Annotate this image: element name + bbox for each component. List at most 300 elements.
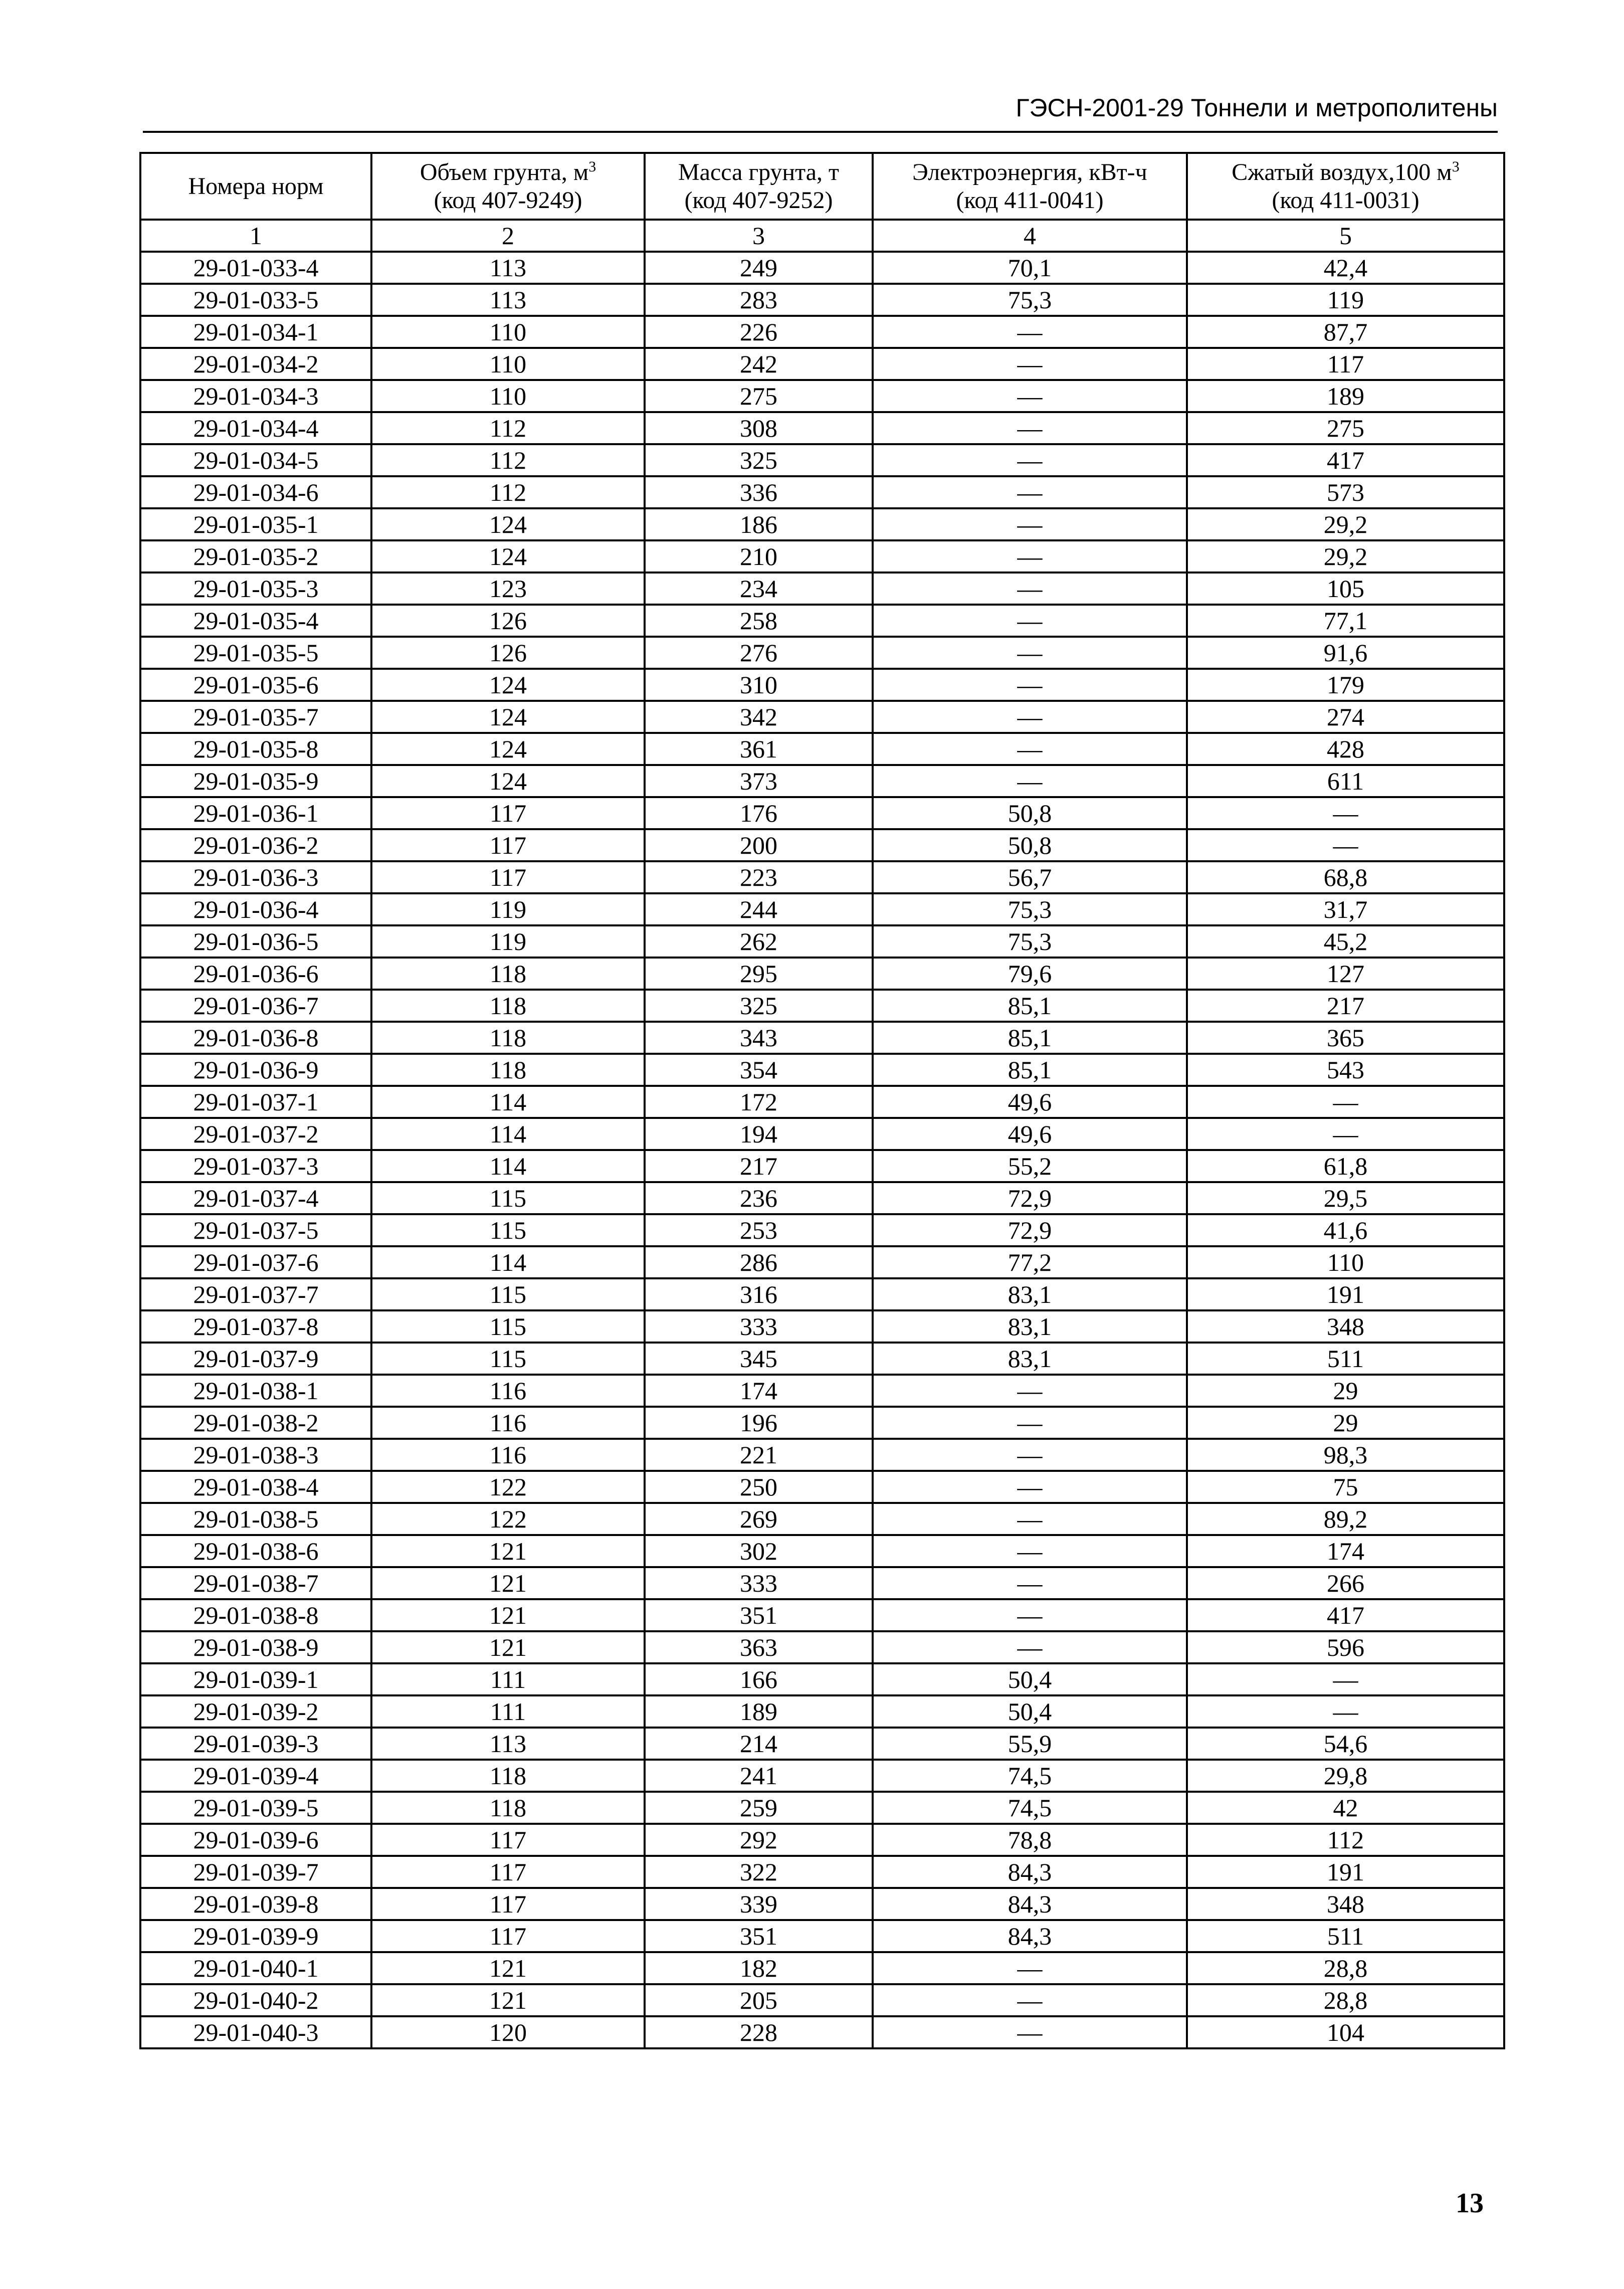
soil-volume-cell: 118 <box>371 1760 645 1792</box>
soil-volume-cell: 112 <box>371 444 645 476</box>
column-header-code: (код 407-9249) <box>434 186 582 214</box>
soil-mass-cell: 242 <box>645 348 873 380</box>
column-header-title: Объем грунта, м <box>420 158 589 185</box>
soil-mass-cell: 351 <box>645 1920 873 1952</box>
norm-number-cell: 29-01-037-4 <box>140 1182 371 1214</box>
table-row <box>140 1792 1504 1824</box>
column-header-soil-mass <box>645 153 873 220</box>
electricity-cell: — <box>873 1503 1187 1535</box>
norm-number-cell: 29-01-036-2 <box>140 829 371 861</box>
table-row <box>140 701 1504 733</box>
electricity-cell: 79,6 <box>873 958 1187 990</box>
superscript: 3 <box>588 158 596 175</box>
page-number: 13 <box>1456 2188 1484 2219</box>
soil-volume-cell: 118 <box>371 1022 645 1054</box>
soil-volume-cell: 124 <box>371 669 645 701</box>
electricity-cell: 50,8 <box>873 797 1187 829</box>
norm-number-cell: 29-01-039-2 <box>140 1695 371 1728</box>
compressed-air-cell: 110 <box>1187 1246 1504 1278</box>
compressed-air-cell: 217 <box>1187 990 1504 1022</box>
soil-volume-cell: 118 <box>371 1792 645 1824</box>
electricity-cell: 50,8 <box>873 829 1187 861</box>
table-row <box>140 990 1504 1022</box>
soil-volume-cell: 115 <box>371 1343 645 1375</box>
soil-volume-cell: 123 <box>371 573 645 605</box>
soil-volume-cell: 112 <box>371 412 645 444</box>
soil-volume-cell: 116 <box>371 1407 645 1439</box>
norms-table <box>139 152 1505 2049</box>
soil-volume-cell: 115 <box>371 1214 645 1246</box>
norm-number-cell: 29-01-034-4 <box>140 412 371 444</box>
electricity-cell: — <box>873 701 1187 733</box>
electricity-cell: — <box>873 508 1187 540</box>
soil-mass-cell: 166 <box>645 1663 873 1695</box>
norm-number-cell: 29-01-034-6 <box>140 476 371 508</box>
soil-mass-cell: 336 <box>645 476 873 508</box>
compressed-air-cell: 596 <box>1187 1631 1504 1663</box>
norm-number-cell: 29-01-039-6 <box>140 1824 371 1856</box>
soil-volume-cell: 112 <box>371 476 645 508</box>
column-number: 2 <box>371 220 645 252</box>
soil-volume-cell: 119 <box>371 893 645 925</box>
norm-number-cell: 29-01-036-3 <box>140 861 371 893</box>
column-header-code: (код 407-9252) <box>684 186 833 214</box>
electricity-cell: — <box>873 412 1187 444</box>
soil-volume-cell: 114 <box>371 1246 645 1278</box>
soil-mass-cell: 339 <box>645 1888 873 1920</box>
electricity-cell: — <box>873 1631 1187 1663</box>
electricity-cell: 77,2 <box>873 1246 1187 1278</box>
soil-volume-cell: 117 <box>371 797 645 829</box>
column-header-title: Масса грунта, т <box>678 158 840 185</box>
table-row <box>140 284 1504 316</box>
electricity-cell: 84,3 <box>873 1856 1187 1888</box>
soil-volume-cell: 124 <box>371 701 645 733</box>
compressed-air-cell: 573 <box>1187 476 1504 508</box>
electricity-cell: — <box>873 573 1187 605</box>
table-row <box>140 1695 1504 1728</box>
soil-mass-cell: 223 <box>645 861 873 893</box>
electricity-cell: 85,1 <box>873 990 1187 1022</box>
soil-mass-cell: 262 <box>645 925 873 958</box>
soil-volume-cell: 121 <box>371 1567 645 1599</box>
soil-volume-cell: 111 <box>371 1663 645 1695</box>
compressed-air-cell: 29,2 <box>1187 540 1504 573</box>
electricity-cell: — <box>873 348 1187 380</box>
electricity-cell: — <box>873 316 1187 348</box>
soil-volume-cell: 114 <box>371 1086 645 1118</box>
soil-mass-cell: 316 <box>645 1278 873 1310</box>
compressed-air-cell: 428 <box>1187 733 1504 765</box>
soil-mass-cell: 325 <box>645 990 873 1022</box>
table-row <box>140 733 1504 765</box>
soil-volume-cell: 113 <box>371 252 645 284</box>
norm-number-cell: 29-01-038-9 <box>140 1631 371 1663</box>
table-row <box>140 765 1504 797</box>
soil-volume-cell: 115 <box>371 1182 645 1214</box>
soil-mass-cell: 343 <box>645 1022 873 1054</box>
table-row <box>140 252 1504 284</box>
norm-number-cell: 29-01-040-1 <box>140 1952 371 1984</box>
table-row <box>140 797 1504 829</box>
electricity-cell: 84,3 <box>873 1888 1187 1920</box>
table-row <box>140 1503 1504 1535</box>
norm-number-cell: 29-01-038-6 <box>140 1535 371 1567</box>
table-row <box>140 1760 1504 1792</box>
compressed-air-cell: 68,8 <box>1187 861 1504 893</box>
compressed-air-cell: 41,6 <box>1187 1214 1504 1246</box>
soil-volume-cell: 122 <box>371 1471 645 1503</box>
electricity-cell: — <box>873 1407 1187 1439</box>
electricity-cell: 55,9 <box>873 1728 1187 1760</box>
soil-volume-cell: 116 <box>371 1375 645 1407</box>
soil-mass-cell: 182 <box>645 1952 873 1984</box>
compressed-air-cell: 179 <box>1187 669 1504 701</box>
table-row <box>140 1824 1504 1856</box>
table-row <box>140 958 1504 990</box>
table-row <box>140 540 1504 573</box>
table-row <box>140 637 1504 669</box>
compressed-air-cell: 112 <box>1187 1824 1504 1856</box>
electricity-cell: — <box>873 1375 1187 1407</box>
soil-volume-cell: 111 <box>371 1695 645 1728</box>
soil-mass-cell: 196 <box>645 1407 873 1439</box>
column-header-code: (код 411-0031) <box>1272 186 1419 214</box>
table-row <box>140 925 1504 958</box>
soil-mass-cell: 234 <box>645 573 873 605</box>
compressed-air-cell: 29,8 <box>1187 1760 1504 1792</box>
compressed-air-cell: — <box>1187 1663 1504 1695</box>
electricity-cell: 75,3 <box>873 925 1187 958</box>
norm-number-cell: 29-01-035-6 <box>140 669 371 701</box>
norm-number-cell: 29-01-037-6 <box>140 1246 371 1278</box>
soil-volume-cell: 119 <box>371 925 645 958</box>
soil-mass-cell: 214 <box>645 1728 873 1760</box>
soil-mass-cell: 351 <box>645 1599 873 1631</box>
compressed-air-cell: 45,2 <box>1187 925 1504 958</box>
soil-mass-cell: 189 <box>645 1695 873 1728</box>
compressed-air-cell: — <box>1187 1695 1504 1728</box>
soil-mass-cell: 194 <box>645 1118 873 1150</box>
soil-mass-cell: 302 <box>645 1535 873 1567</box>
soil-mass-cell: 361 <box>645 733 873 765</box>
soil-volume-cell: 122 <box>371 1503 645 1535</box>
soil-mass-cell: 200 <box>645 829 873 861</box>
table-row <box>140 829 1504 861</box>
norm-number-cell: 29-01-039-5 <box>140 1792 371 1824</box>
table-row <box>140 573 1504 605</box>
column-numbers-row <box>140 220 1504 252</box>
compressed-air-cell: 75 <box>1187 1471 1504 1503</box>
soil-mass-cell: 210 <box>645 540 873 573</box>
soil-mass-cell: 310 <box>645 669 873 701</box>
compressed-air-cell: 119 <box>1187 284 1504 316</box>
electricity-cell: — <box>873 540 1187 573</box>
electricity-cell: 49,6 <box>873 1118 1187 1150</box>
electricity-cell: — <box>873 733 1187 765</box>
norm-number-cell: 29-01-037-5 <box>140 1214 371 1246</box>
norm-number-cell: 29-01-033-5 <box>140 284 371 316</box>
table-row <box>140 1535 1504 1567</box>
norm-number-cell: 29-01-037-2 <box>140 1118 371 1150</box>
soil-mass-cell: 226 <box>645 316 873 348</box>
electricity-cell: 75,3 <box>873 893 1187 925</box>
norm-number-cell: 29-01-038-7 <box>140 1567 371 1599</box>
compressed-air-cell: — <box>1187 1118 1504 1150</box>
electricity-cell: 84,3 <box>873 1920 1187 1952</box>
column-number: 5 <box>1187 220 1504 252</box>
soil-mass-cell: 174 <box>645 1375 873 1407</box>
electricity-cell: — <box>873 1535 1187 1567</box>
norm-number-cell: 29-01-038-8 <box>140 1599 371 1631</box>
soil-mass-cell: 244 <box>645 893 873 925</box>
compressed-air-cell: 29 <box>1187 1407 1504 1439</box>
column-header-code: (код 411-0041) <box>956 186 1104 214</box>
soil-volume-cell: 117 <box>371 861 645 893</box>
column-header-electricity <box>873 153 1187 220</box>
electricity-cell: 72,9 <box>873 1214 1187 1246</box>
compressed-air-cell: 348 <box>1187 1310 1504 1343</box>
electricity-cell: 50,4 <box>873 1695 1187 1728</box>
electricity-cell: 85,1 <box>873 1054 1187 1086</box>
table-row <box>140 1118 1504 1150</box>
soil-mass-cell: 354 <box>645 1054 873 1086</box>
compressed-air-cell: 29 <box>1187 1375 1504 1407</box>
soil-mass-cell: 221 <box>645 1439 873 1471</box>
soil-volume-cell: 115 <box>371 1310 645 1343</box>
electricity-cell: 72,9 <box>873 1182 1187 1214</box>
table-row <box>140 1246 1504 1278</box>
compressed-air-cell: 189 <box>1187 380 1504 412</box>
soil-volume-cell: 114 <box>371 1118 645 1150</box>
soil-volume-cell: 124 <box>371 765 645 797</box>
soil-mass-cell: 283 <box>645 284 873 316</box>
soil-volume-cell: 110 <box>371 348 645 380</box>
table-header <box>140 153 1504 252</box>
soil-mass-cell: 333 <box>645 1310 873 1343</box>
norm-number-cell: 29-01-035-8 <box>140 733 371 765</box>
compressed-air-cell: 104 <box>1187 2016 1504 2048</box>
norm-number-cell: 29-01-037-7 <box>140 1278 371 1310</box>
compressed-air-cell: — <box>1187 829 1504 861</box>
compressed-air-cell: 61,8 <box>1187 1150 1504 1182</box>
electricity-cell: — <box>873 605 1187 637</box>
norm-number-cell: 29-01-039-1 <box>140 1663 371 1695</box>
soil-mass-cell: 259 <box>645 1792 873 1824</box>
compressed-air-cell: 365 <box>1187 1022 1504 1054</box>
compressed-air-cell: 89,2 <box>1187 1503 1504 1535</box>
electricity-cell: — <box>873 1439 1187 1471</box>
soil-volume-cell: 117 <box>371 829 645 861</box>
compressed-air-cell: 417 <box>1187 1599 1504 1631</box>
soil-volume-cell: 115 <box>371 1278 645 1310</box>
norm-number-cell: 29-01-039-3 <box>140 1728 371 1760</box>
norm-number-cell: 29-01-039-9 <box>140 1920 371 1952</box>
norm-number-cell: 29-01-035-5 <box>140 637 371 669</box>
soil-volume-cell: 110 <box>371 380 645 412</box>
electricity-cell: 83,1 <box>873 1343 1187 1375</box>
norm-number-cell: 29-01-036-7 <box>140 990 371 1022</box>
table-row <box>140 508 1504 540</box>
compressed-air-cell: 417 <box>1187 444 1504 476</box>
table-row <box>140 1150 1504 1182</box>
table-row <box>140 380 1504 412</box>
norm-number-cell: 29-01-034-3 <box>140 380 371 412</box>
soil-mass-cell: 333 <box>645 1567 873 1599</box>
compressed-air-cell: 28,8 <box>1187 1952 1504 1984</box>
table-row <box>140 1439 1504 1471</box>
table-row <box>140 444 1504 476</box>
electricity-cell: 56,7 <box>873 861 1187 893</box>
column-header-title: Номера норм <box>188 172 324 200</box>
header-divider <box>143 131 1498 133</box>
table-row <box>140 1343 1504 1375</box>
table-body <box>140 252 1504 2048</box>
electricity-cell: 83,1 <box>873 1278 1187 1310</box>
compressed-air-cell: 191 <box>1187 1856 1504 1888</box>
soil-mass-cell: 269 <box>645 1503 873 1535</box>
electricity-cell: — <box>873 765 1187 797</box>
norm-number-cell: 29-01-039-8 <box>140 1888 371 1920</box>
soil-volume-cell: 120 <box>371 2016 645 2048</box>
soil-mass-cell: 258 <box>645 605 873 637</box>
compressed-air-cell: 29,2 <box>1187 508 1504 540</box>
compressed-air-cell: 127 <box>1187 958 1504 990</box>
norm-number-cell: 29-01-037-9 <box>140 1343 371 1375</box>
soil-volume-cell: 113 <box>371 284 645 316</box>
table-row <box>140 1728 1504 1760</box>
electricity-cell: — <box>873 444 1187 476</box>
norm-number-cell: 29-01-034-2 <box>140 348 371 380</box>
soil-volume-cell: 117 <box>371 1824 645 1856</box>
table-row <box>140 2016 1504 2048</box>
norm-number-cell: 29-01-035-7 <box>140 701 371 733</box>
soil-mass-cell: 249 <box>645 252 873 284</box>
compressed-air-cell: 54,6 <box>1187 1728 1504 1760</box>
compressed-air-cell: 266 <box>1187 1567 1504 1599</box>
electricity-cell: — <box>873 476 1187 508</box>
norm-number-cell: 29-01-034-5 <box>140 444 371 476</box>
table-row <box>140 1182 1504 1214</box>
norm-number-cell: 29-01-036-4 <box>140 893 371 925</box>
soil-mass-cell: 205 <box>645 1984 873 2016</box>
norm-number-cell: 29-01-036-8 <box>140 1022 371 1054</box>
table-row <box>140 316 1504 348</box>
electricity-cell: — <box>873 637 1187 669</box>
compressed-air-cell: 191 <box>1187 1278 1504 1310</box>
soil-volume-cell: 110 <box>371 316 645 348</box>
column-header-soil-volume <box>371 153 645 220</box>
electricity-cell: — <box>873 1984 1187 2016</box>
compressed-air-cell: 117 <box>1187 348 1504 380</box>
table-row <box>140 1375 1504 1407</box>
norm-number-cell: 29-01-033-4 <box>140 252 371 284</box>
table-row <box>140 1920 1504 1952</box>
compressed-air-cell: 275 <box>1187 412 1504 444</box>
soil-mass-cell: 373 <box>645 765 873 797</box>
compressed-air-cell: 31,7 <box>1187 893 1504 925</box>
soil-volume-cell: 126 <box>371 605 645 637</box>
soil-volume-cell: 121 <box>371 1952 645 1984</box>
electricity-cell: 49,6 <box>873 1086 1187 1118</box>
column-header-title: Сжатый воздух,100 м <box>1232 158 1452 185</box>
soil-volume-cell: 121 <box>371 1631 645 1663</box>
norm-number-cell: 29-01-037-8 <box>140 1310 371 1343</box>
compressed-air-cell: 28,8 <box>1187 1984 1504 2016</box>
norm-number-cell: 29-01-037-1 <box>140 1086 371 1118</box>
soil-mass-cell: 250 <box>645 1471 873 1503</box>
norm-number-cell: 29-01-035-2 <box>140 540 371 573</box>
soil-volume-cell: 124 <box>371 540 645 573</box>
norm-number-cell: 29-01-035-9 <box>140 765 371 797</box>
norm-number-cell: 29-01-039-4 <box>140 1760 371 1792</box>
column-number: 1 <box>140 220 371 252</box>
norm-number-cell: 29-01-035-1 <box>140 508 371 540</box>
soil-mass-cell: 228 <box>645 2016 873 2048</box>
compressed-air-cell: — <box>1187 797 1504 829</box>
soil-mass-cell: 253 <box>645 1214 873 1246</box>
soil-volume-cell: 116 <box>371 1439 645 1471</box>
table-row <box>140 1278 1504 1310</box>
soil-mass-cell: 345 <box>645 1343 873 1375</box>
norm-number-cell: 29-01-039-7 <box>140 1856 371 1888</box>
compressed-air-cell: 42 <box>1187 1792 1504 1824</box>
column-header-norm-numbers <box>140 153 371 220</box>
compressed-air-cell: 611 <box>1187 765 1504 797</box>
compressed-air-cell: — <box>1187 1086 1504 1118</box>
electricity-cell: — <box>873 380 1187 412</box>
norm-number-cell: 29-01-038-2 <box>140 1407 371 1439</box>
table-row <box>140 1214 1504 1246</box>
compressed-air-cell: 29,5 <box>1187 1182 1504 1214</box>
soil-mass-cell: 172 <box>645 1086 873 1118</box>
table-row <box>140 476 1504 508</box>
table-row <box>140 861 1504 893</box>
soil-mass-cell: 363 <box>645 1631 873 1663</box>
table-row <box>140 1631 1504 1663</box>
soil-volume-cell: 121 <box>371 1535 645 1567</box>
column-number: 3 <box>645 220 873 252</box>
electricity-cell: 74,5 <box>873 1792 1187 1824</box>
electricity-cell: 70,1 <box>873 252 1187 284</box>
soil-mass-cell: 342 <box>645 701 873 733</box>
norm-number-cell: 29-01-040-2 <box>140 1984 371 2016</box>
table-row <box>140 605 1504 637</box>
compressed-air-cell: 274 <box>1187 701 1504 733</box>
electricity-cell: 78,8 <box>873 1824 1187 1856</box>
compressed-air-cell: 174 <box>1187 1535 1504 1567</box>
electricity-cell: 50,4 <box>873 1663 1187 1695</box>
norm-number-cell: 29-01-036-6 <box>140 958 371 990</box>
column-header-compressed-air <box>1187 153 1504 220</box>
soil-volume-cell: 117 <box>371 1856 645 1888</box>
compressed-air-cell: 543 <box>1187 1054 1504 1086</box>
norm-number-cell: 29-01-036-1 <box>140 797 371 829</box>
superscript: 3 <box>1452 158 1460 175</box>
norm-number-cell: 29-01-037-3 <box>140 1150 371 1182</box>
table-row <box>140 1310 1504 1343</box>
norm-number-cell: 29-01-038-3 <box>140 1439 371 1471</box>
compressed-air-cell: 511 <box>1187 1920 1504 1952</box>
compressed-air-cell: 98,3 <box>1187 1439 1504 1471</box>
soil-mass-cell: 308 <box>645 412 873 444</box>
soil-volume-cell: 121 <box>371 1599 645 1631</box>
norm-number-cell: 29-01-038-1 <box>140 1375 371 1407</box>
compressed-air-cell: 87,7 <box>1187 316 1504 348</box>
table-row <box>140 1022 1504 1054</box>
table-row <box>140 669 1504 701</box>
soil-volume-cell: 118 <box>371 990 645 1022</box>
